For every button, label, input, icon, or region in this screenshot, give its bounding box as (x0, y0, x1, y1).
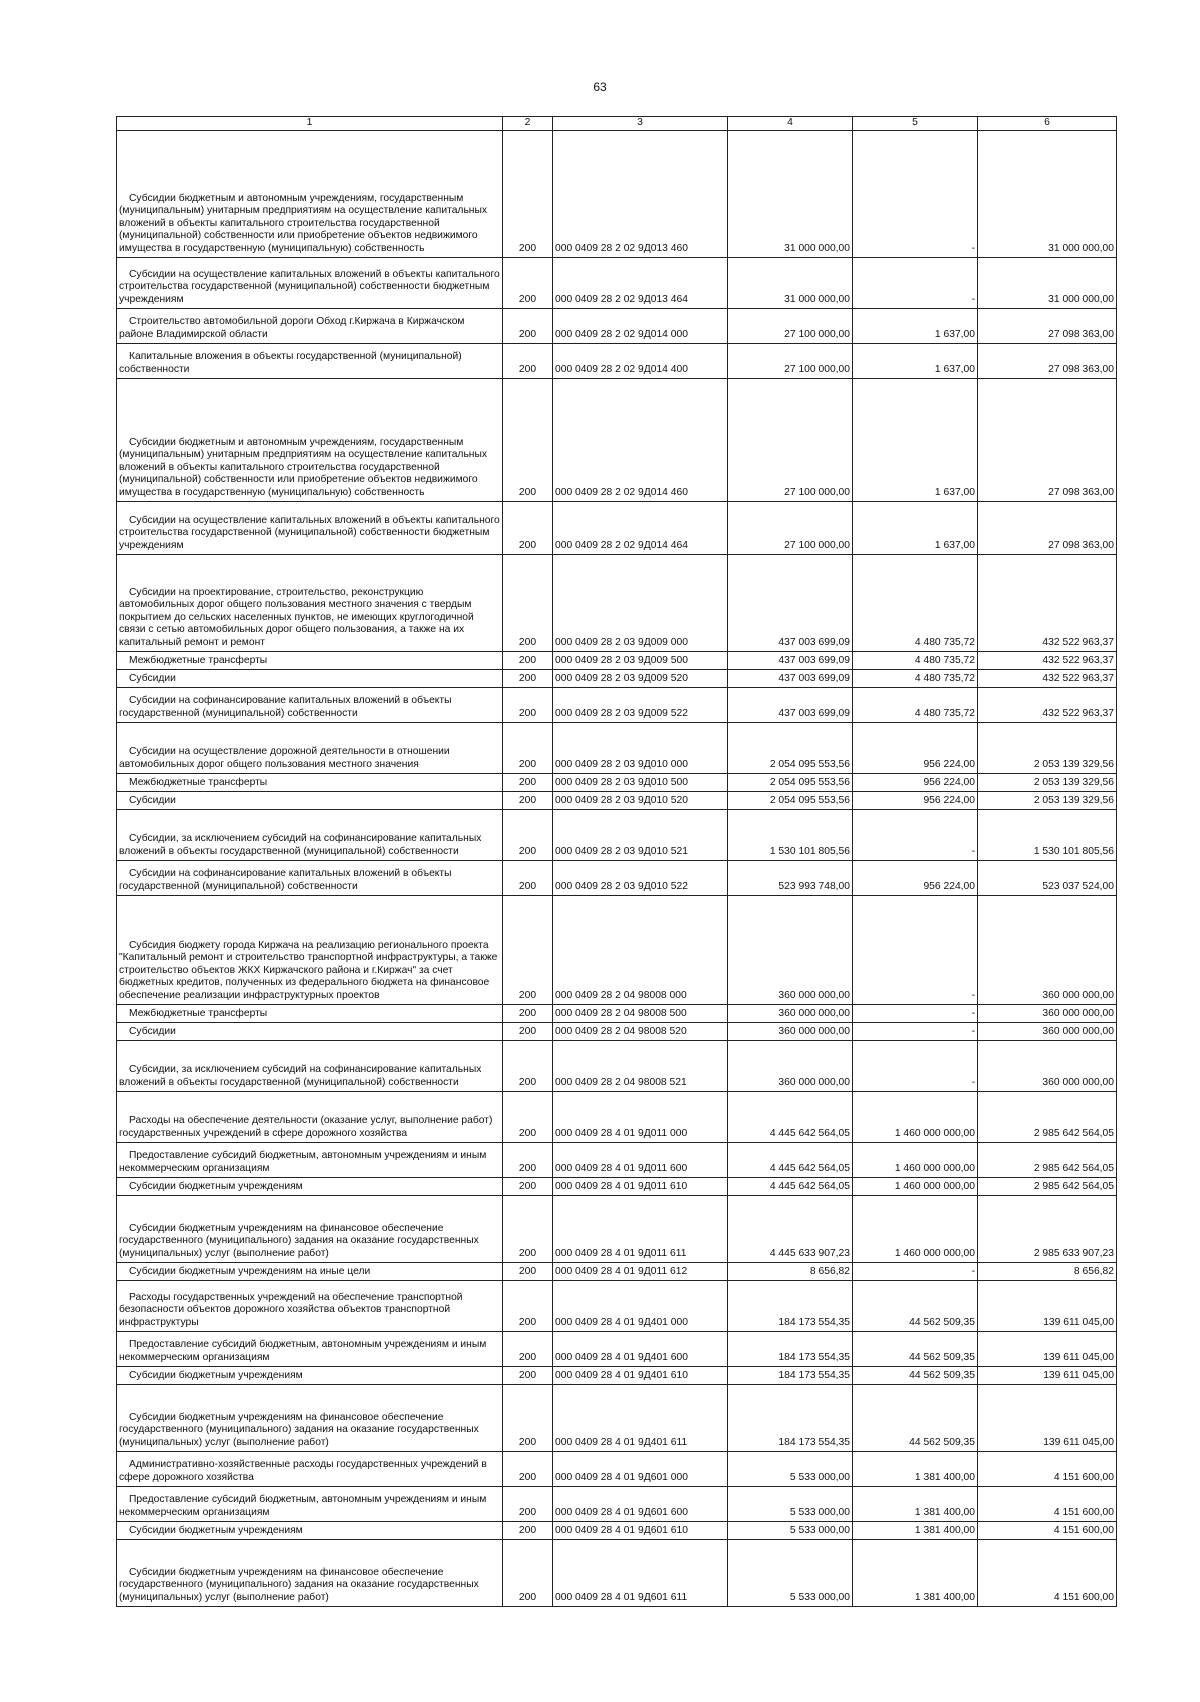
row-executed-amount: 956 224,00 (853, 773, 978, 791)
row-code: 200 (503, 1022, 553, 1040)
row-approved-amount: 4 445 642 564,05 (728, 1142, 853, 1177)
row-description: Межбюджетные трансферты (117, 773, 503, 791)
table-row (117, 687, 1117, 722)
table-row (117, 1195, 1117, 1262)
row-approved-amount: 5 533 000,00 (728, 1539, 853, 1606)
row-code: 200 (503, 554, 553, 651)
row-classifier: 000 0409 28 2 03 9Д010 500 (553, 773, 728, 791)
row-executed-amount: - (853, 1022, 978, 1040)
row-description: Межбюджетные трансферты (117, 1004, 503, 1022)
row-code: 200 (503, 860, 553, 895)
row-approved-amount: 5 533 000,00 (728, 1486, 853, 1521)
row-classifier: 000 0409 28 2 02 9Д014 460 (553, 378, 728, 501)
row-approved-amount: 184 173 554,35 (728, 1331, 853, 1366)
row-description: Предоставление субсидий бюджетным, автономным учреждениям и иным некоммерческим организациям (117, 1142, 503, 1177)
row-executed-amount: - (853, 1040, 978, 1091)
row-executed-amount: 1 460 000 000,00 (853, 1177, 978, 1195)
row-approved-amount: 27 100 000,00 (728, 343, 853, 378)
row-executed-amount: 4 480 735,72 (853, 687, 978, 722)
row-description: Субсидии на софинансирование капитальных вложений в объекты государственной (муниципальной) собственности (117, 687, 503, 722)
row-approved-amount: 1 530 101 805,56 (728, 809, 853, 860)
row-code: 200 (503, 1521, 553, 1539)
row-executed-amount: 44 562 509,35 (853, 1366, 978, 1384)
row-approved-amount: 4 445 642 564,05 (728, 1091, 853, 1142)
row-remaining-amount: 2 985 642 564,05 (978, 1142, 1117, 1177)
row-code: 200 (503, 773, 553, 791)
row-remaining-amount: 2 985 642 564,05 (978, 1091, 1117, 1142)
row-executed-amount: 1 381 400,00 (853, 1451, 978, 1486)
row-executed-amount: - (853, 895, 978, 1004)
table-row (117, 1004, 1117, 1022)
row-description: Субсидии бюджетным учреждениям (117, 1521, 503, 1539)
row-description: Субсидии на софинансирование капитальных вложений в объекты государственной (муниципальной) собственности (117, 860, 503, 895)
row-remaining-amount: 2 985 633 907,23 (978, 1195, 1117, 1262)
table-row (117, 722, 1117, 773)
row-executed-amount: - (853, 1004, 978, 1022)
row-description: Субсидии (117, 669, 503, 687)
row-executed-amount: 1 637,00 (853, 343, 978, 378)
row-remaining-amount: 1 530 101 805,56 (978, 809, 1117, 860)
row-code: 200 (503, 895, 553, 1004)
row-description: Субсидии на осуществление капитальных вложений в объекты капитального строительства государственной (муниципальной) собственности бюджетным учреждениям (117, 501, 503, 554)
header-row (117, 117, 1117, 131)
table-row (117, 1040, 1117, 1091)
row-code: 200 (503, 1280, 553, 1331)
row-executed-amount: 1 381 400,00 (853, 1539, 978, 1606)
row-executed-amount: 1 460 000 000,00 (853, 1091, 978, 1142)
table-row (117, 130, 1117, 257)
table-row (117, 1451, 1117, 1486)
row-classifier: 000 0409 28 2 04 98008 520 (553, 1022, 728, 1040)
row-remaining-amount: 432 522 963,37 (978, 687, 1117, 722)
row-remaining-amount: 360 000 000,00 (978, 1040, 1117, 1091)
column-header-1: 1 (117, 117, 503, 131)
row-classifier: 000 0409 28 2 04 98008 521 (553, 1040, 728, 1091)
row-remaining-amount: 432 522 963,37 (978, 669, 1117, 687)
row-classifier: 000 0409 28 2 02 9Д013 460 (553, 130, 728, 257)
row-classifier: 000 0409 28 2 03 9Д010 521 (553, 809, 728, 860)
row-description: Субсидии бюджетным учреждениям на финансовое обеспечение государственного (муниципального) задания на оказание государственных (муниципальных) услуг (выполнение работ) (117, 1195, 503, 1262)
row-code: 200 (503, 308, 553, 343)
row-remaining-amount: 31 000 000,00 (978, 130, 1117, 257)
table-row (117, 554, 1117, 651)
row-code: 200 (503, 501, 553, 554)
row-remaining-amount: 2 053 139 329,56 (978, 773, 1117, 791)
row-classifier: 000 0409 28 2 02 9Д013 464 (553, 257, 728, 308)
row-classifier: 000 0409 28 2 03 9Д010 522 (553, 860, 728, 895)
row-approved-amount: 2 054 095 553,56 (728, 722, 853, 773)
row-description: Субсидии бюджетным и автономным учреждениям, государственным (муниципальным) унитарным предприятиям на осуществление капитальных вложений в объекты капитального строительства государственной (муниципальной) собственности или приобретение объектов недвижимого имущества в государственную (муниципальную) собственность (117, 130, 503, 257)
row-executed-amount: 1 381 400,00 (853, 1486, 978, 1521)
row-description: Субсидии бюджетным учреждениям на иные цели (117, 1262, 503, 1280)
row-description: Строительство автомобильной дороги Обход г.Киржача в Киржачском районе Владимирской области (117, 308, 503, 343)
row-classifier: 000 0409 28 4 01 9Д401 000 (553, 1280, 728, 1331)
row-remaining-amount: 27 098 363,00 (978, 308, 1117, 343)
row-classifier: 000 0409 28 2 02 9Д014 000 (553, 308, 728, 343)
row-approved-amount: 2 054 095 553,56 (728, 773, 853, 791)
row-executed-amount: - (853, 1262, 978, 1280)
row-approved-amount: 2 054 095 553,56 (728, 791, 853, 809)
row-description: Субсидии бюджетным и автономным учреждениям, государственным (муниципальным) унитарным предприятиям на осуществление капитальных вложений в объекты капитального строительства государственной (муниципальной) собственности или приобретение объектов недвижимого имущества в государственную (муниципальную) собственность (117, 378, 503, 501)
table-row (117, 1280, 1117, 1331)
row-code: 200 (503, 722, 553, 773)
row-approved-amount: 8 656,82 (728, 1262, 853, 1280)
row-executed-amount: 4 480 735,72 (853, 554, 978, 651)
row-remaining-amount: 139 611 045,00 (978, 1366, 1117, 1384)
row-approved-amount: 5 533 000,00 (728, 1451, 853, 1486)
row-remaining-amount: 27 098 363,00 (978, 378, 1117, 501)
row-code: 200 (503, 1539, 553, 1606)
column-header-6: 6 (978, 117, 1117, 131)
row-classifier: 000 0409 28 4 01 9Д601 610 (553, 1521, 728, 1539)
row-approved-amount: 360 000 000,00 (728, 895, 853, 1004)
row-code: 200 (503, 130, 553, 257)
row-classifier: 000 0409 28 4 01 9Д601 600 (553, 1486, 728, 1521)
budget-table (116, 116, 1117, 1607)
row-executed-amount: 1 637,00 (853, 378, 978, 501)
row-classifier: 000 0409 28 2 03 9Д010 520 (553, 791, 728, 809)
column-header-2: 2 (503, 117, 553, 131)
row-code: 200 (503, 1142, 553, 1177)
row-approved-amount: 184 173 554,35 (728, 1366, 853, 1384)
row-description: Административно-хозяйственные расходы государственных учреждений в сфере дорожного хозяйства (117, 1451, 503, 1486)
row-code: 200 (503, 1451, 553, 1486)
row-remaining-amount: 4 151 600,00 (978, 1521, 1117, 1539)
row-executed-amount: - (853, 130, 978, 257)
table-row (117, 773, 1117, 791)
row-executed-amount: 44 562 509,35 (853, 1384, 978, 1451)
row-description: Субсидии (117, 791, 503, 809)
table-row (117, 1177, 1117, 1195)
row-code: 200 (503, 1091, 553, 1142)
table-row (117, 1091, 1117, 1142)
row-remaining-amount: 139 611 045,00 (978, 1331, 1117, 1366)
table-row (117, 1142, 1117, 1177)
row-remaining-amount: 27 098 363,00 (978, 343, 1117, 378)
row-code: 200 (503, 1004, 553, 1022)
row-remaining-amount: 360 000 000,00 (978, 1022, 1117, 1040)
row-remaining-amount: 360 000 000,00 (978, 895, 1117, 1004)
row-approved-amount: 437 003 699,09 (728, 669, 853, 687)
row-classifier: 000 0409 28 2 03 9Д009 000 (553, 554, 728, 651)
table-row (117, 257, 1117, 308)
column-header-4: 4 (728, 117, 853, 131)
row-approved-amount: 27 100 000,00 (728, 378, 853, 501)
row-approved-amount: 31 000 000,00 (728, 257, 853, 308)
table-row (117, 1022, 1117, 1040)
row-description: Субсидия бюджету города Киржача на реализацию регионального проекта "Капитальный ремонт и строительство транспортной инфраструктуры, а также строительство объектов ЖКХ Киржачского района и г.Киржач" за счет бюджетных кредитов, полученных из федерального бюджета на финансовое обеспечение реализации инфраструктурных проектов (117, 895, 503, 1004)
row-classifier: 000 0409 28 4 01 9Д011 000 (553, 1091, 728, 1142)
row-remaining-amount: 139 611 045,00 (978, 1384, 1117, 1451)
row-classifier: 000 0409 28 4 01 9Д601 611 (553, 1539, 728, 1606)
row-executed-amount: 956 224,00 (853, 722, 978, 773)
row-code: 200 (503, 1366, 553, 1384)
row-remaining-amount: 432 522 963,37 (978, 651, 1117, 669)
column-header-5: 5 (853, 117, 978, 131)
row-approved-amount: 31 000 000,00 (728, 130, 853, 257)
row-remaining-amount: 139 611 045,00 (978, 1280, 1117, 1331)
row-classifier: 000 0409 28 2 04 98008 000 (553, 895, 728, 1004)
row-approved-amount: 523 993 748,00 (728, 860, 853, 895)
row-classifier: 000 0409 28 4 01 9Д401 600 (553, 1331, 728, 1366)
row-approved-amount: 4 445 642 564,05 (728, 1177, 853, 1195)
row-description: Субсидии (117, 1022, 503, 1040)
row-code: 200 (503, 343, 553, 378)
row-classifier: 000 0409 28 4 01 9Д011 600 (553, 1142, 728, 1177)
row-executed-amount: 4 480 735,72 (853, 651, 978, 669)
row-approved-amount: 184 173 554,35 (728, 1384, 853, 1451)
row-classifier: 000 0409 28 4 01 9Д011 610 (553, 1177, 728, 1195)
page-number: 63 (593, 80, 607, 94)
row-description: Субсидии на проектирование, строительство, реконструкцию автомобильных дорог общего пользования местного значения с твердым покрытием до сельских населенных пунктов, не имеющих круглогодичной связи с сетью автомобильных дорог общего пользования, а также на их капитальный ремонт и ремонт (117, 554, 503, 651)
row-approved-amount: 437 003 699,09 (728, 554, 853, 651)
row-description: Субсидии, за исключением субсидий на софинансирование капитальных вложений в объекты государственной (муниципальной) собственности (117, 809, 503, 860)
row-code: 200 (503, 1262, 553, 1280)
row-executed-amount: - (853, 257, 978, 308)
table-row (117, 809, 1117, 860)
row-executed-amount: 1 637,00 (853, 501, 978, 554)
row-classifier: 000 0409 28 4 01 9Д011 611 (553, 1195, 728, 1262)
row-remaining-amount: 432 522 963,37 (978, 554, 1117, 651)
table-row (117, 1521, 1117, 1539)
table-row (117, 378, 1117, 501)
row-executed-amount: 1 460 000 000,00 (853, 1195, 978, 1262)
table-row (117, 501, 1117, 554)
row-executed-amount: 4 480 735,72 (853, 669, 978, 687)
table-body (117, 130, 1117, 1606)
row-classifier: 000 0409 28 2 03 9Д009 522 (553, 687, 728, 722)
row-approved-amount: 437 003 699,09 (728, 687, 853, 722)
row-remaining-amount: 27 098 363,00 (978, 501, 1117, 554)
row-code: 200 (503, 687, 553, 722)
column-header-3: 3 (553, 117, 728, 131)
row-classifier: 000 0409 28 4 01 9Д011 612 (553, 1262, 728, 1280)
table-row (117, 791, 1117, 809)
row-remaining-amount: 2 053 139 329,56 (978, 722, 1117, 773)
table-row (117, 669, 1117, 687)
table-row (117, 1539, 1117, 1606)
table-row (117, 1384, 1117, 1451)
row-remaining-amount: 523 037 524,00 (978, 860, 1117, 895)
row-description: Предоставление субсидий бюджетным, автономным учреждениям и иным некоммерческим организациям (117, 1331, 503, 1366)
row-remaining-amount: 360 000 000,00 (978, 1004, 1117, 1022)
row-remaining-amount: 8 656,82 (978, 1262, 1117, 1280)
row-approved-amount: 360 000 000,00 (728, 1040, 853, 1091)
row-executed-amount: 1 637,00 (853, 308, 978, 343)
table-row (117, 860, 1117, 895)
table-row (117, 343, 1117, 378)
row-code: 200 (503, 1040, 553, 1091)
row-description: Субсидии бюджетным учреждениям (117, 1366, 503, 1384)
row-code: 200 (503, 1177, 553, 1195)
row-classifier: 000 0409 28 4 01 9Д401 611 (553, 1384, 728, 1451)
row-code: 200 (503, 669, 553, 687)
row-classifier: 000 0409 28 2 03 9Д010 000 (553, 722, 728, 773)
row-description: Субсидии на осуществление капитальных вложений в объекты капитального строительства государственной (муниципальной) собственности бюджетным учреждениям (117, 257, 503, 308)
row-classifier: 000 0409 28 2 02 9Д014 400 (553, 343, 728, 378)
row-executed-amount: 1 381 400,00 (853, 1521, 978, 1539)
row-approved-amount: 5 533 000,00 (728, 1521, 853, 1539)
row-code: 200 (503, 1331, 553, 1366)
row-description: Межбюджетные трансферты (117, 651, 503, 669)
row-remaining-amount: 2 053 139 329,56 (978, 791, 1117, 809)
table-row (117, 1331, 1117, 1366)
row-description: Субсидии бюджетным учреждениям на финансовое обеспечение государственного (муниципального) задания на оказание государственных (муниципальных) услуг (выполнение работ) (117, 1384, 503, 1451)
table-row (117, 1262, 1117, 1280)
row-approved-amount: 4 445 633 907,23 (728, 1195, 853, 1262)
table-header (117, 117, 1117, 131)
row-executed-amount: - (853, 809, 978, 860)
table-row (117, 651, 1117, 669)
row-description: Субсидии, за исключением субсидий на софинансирование капитальных вложений в объекты государственной (муниципальной) собственности (117, 1040, 503, 1091)
row-approved-amount: 184 173 554,35 (728, 1280, 853, 1331)
table-row (117, 1486, 1117, 1521)
row-code: 200 (503, 651, 553, 669)
row-description: Субсидии бюджетным учреждениям (117, 1177, 503, 1195)
row-approved-amount: 27 100 000,00 (728, 308, 853, 343)
row-approved-amount: 360 000 000,00 (728, 1004, 853, 1022)
row-code: 200 (503, 791, 553, 809)
row-code: 200 (503, 378, 553, 501)
row-executed-amount: 956 224,00 (853, 791, 978, 809)
row-classifier: 000 0409 28 2 03 9Д009 520 (553, 669, 728, 687)
row-remaining-amount: 2 985 642 564,05 (978, 1177, 1117, 1195)
row-approved-amount: 437 003 699,09 (728, 651, 853, 669)
row-code: 200 (503, 809, 553, 860)
table-row (117, 1366, 1117, 1384)
row-executed-amount: 44 562 509,35 (853, 1331, 978, 1366)
row-remaining-amount: 4 151 600,00 (978, 1486, 1117, 1521)
table-row (117, 308, 1117, 343)
table-row (117, 895, 1117, 1004)
row-description: Субсидии бюджетным учреждениям на финансовое обеспечение государственного (муниципального) задания на оказание государственных (муниципальных) услуг (выполнение работ) (117, 1539, 503, 1606)
row-description: Предоставление субсидий бюджетным, автономным учреждениям и иным некоммерческим организациям (117, 1486, 503, 1521)
row-code: 200 (503, 257, 553, 308)
row-description: Субсидии на осуществление дорожной деятельности в отношении автомобильных дорог общего пользования местного значения (117, 722, 503, 773)
row-classifier: 000 0409 28 2 04 98008 500 (553, 1004, 728, 1022)
row-approved-amount: 27 100 000,00 (728, 501, 853, 554)
row-description: Расходы на обеспечение деятельности (оказание услуг, выполнение работ) государственных учреждений в сфере дорожного хозяйства (117, 1091, 503, 1142)
row-code: 200 (503, 1486, 553, 1521)
row-classifier: 000 0409 28 4 01 9Д601 000 (553, 1451, 728, 1486)
row-remaining-amount: 31 000 000,00 (978, 257, 1117, 308)
row-classifier: 000 0409 28 2 02 9Д014 464 (553, 501, 728, 554)
row-executed-amount: 44 562 509,35 (853, 1280, 978, 1331)
row-description: Капитальные вложения в объекты государственной (муниципальной) собственности (117, 343, 503, 378)
row-classifier: 000 0409 28 4 01 9Д401 610 (553, 1366, 728, 1384)
row-executed-amount: 956 224,00 (853, 860, 978, 895)
row-remaining-amount: 4 151 600,00 (978, 1539, 1117, 1606)
row-remaining-amount: 4 151 600,00 (978, 1451, 1117, 1486)
row-description: Расходы государственных учреждений на обеспечение транспортной безопасности объектов дорожного хозяйства объектов транспортной инфраструктуры (117, 1280, 503, 1331)
row-code: 200 (503, 1384, 553, 1451)
row-approved-amount: 360 000 000,00 (728, 1022, 853, 1040)
row-classifier: 000 0409 28 2 03 9Д009 500 (553, 651, 728, 669)
row-executed-amount: 1 460 000 000,00 (853, 1142, 978, 1177)
row-code: 200 (503, 1195, 553, 1262)
